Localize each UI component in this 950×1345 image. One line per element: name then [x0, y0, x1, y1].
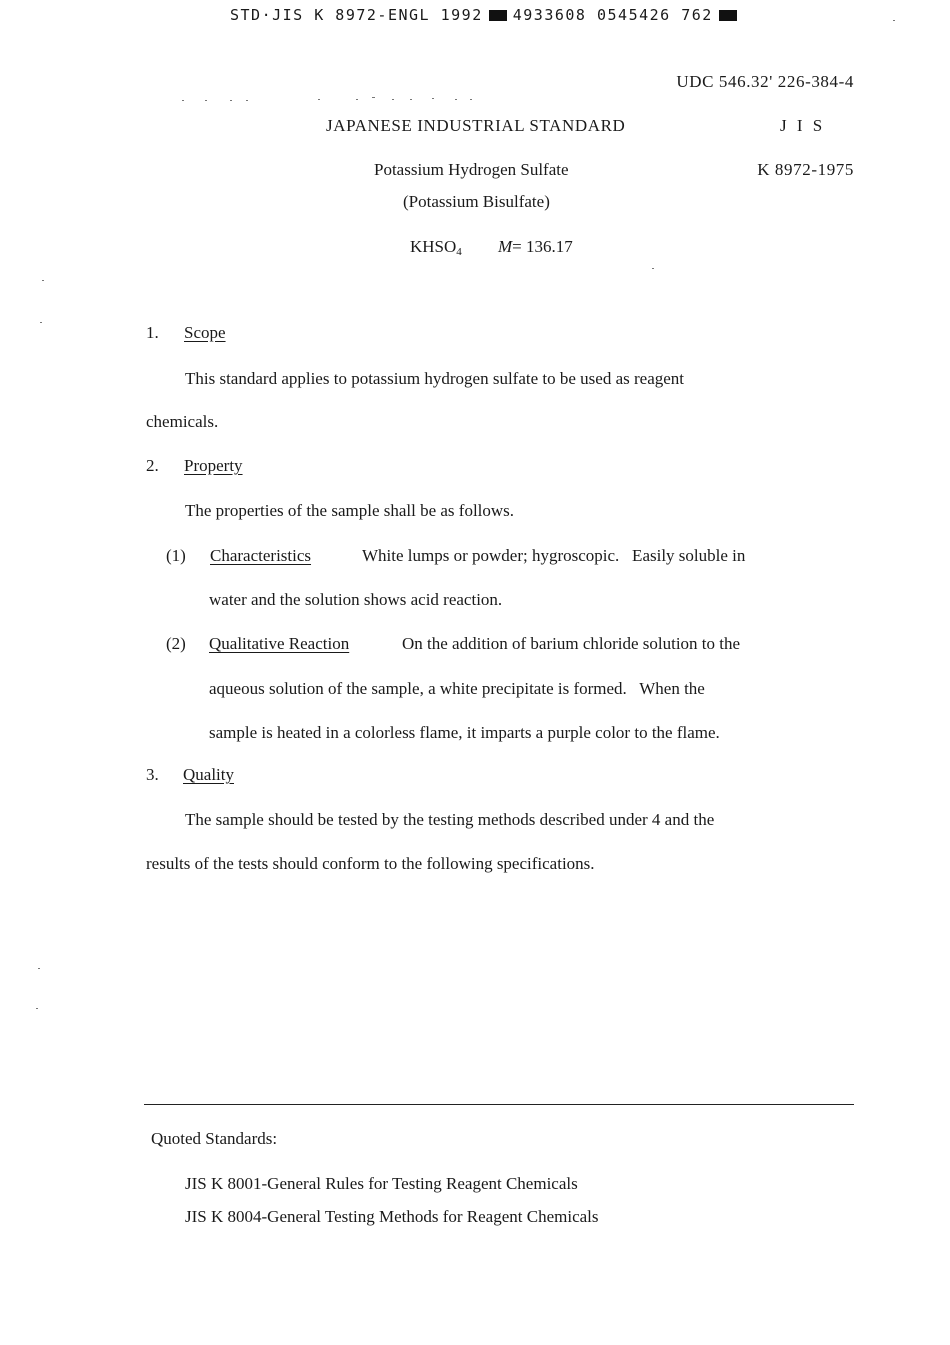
quoted-standard-ref-2: JIS K 8004-General Testing Methods for Reagent Chemicals: [185, 1207, 599, 1226]
section-quality-heading: Quality: [183, 765, 234, 784]
property-item-1-heading: Characteristics: [210, 546, 312, 565]
barcode-block-icon: [719, 10, 737, 21]
quoted-standards-label: Quoted Standards:: [151, 1129, 278, 1148]
property-item-1-line-1: White lumps or powder; hygroscopic. Easily soluble in: [362, 546, 746, 565]
document-code-left: STD·JIS K 8972-ENGL 1992: [230, 6, 483, 24]
section-scope-heading: Scope: [184, 323, 226, 342]
property-item-2-heading: Qualitative Reaction: [209, 634, 350, 653]
quoted-standard-ref-1: JIS K 8001-General Rules for Testing Reagent Chemicals: [185, 1174, 578, 1193]
standard-organization: JAPANESE INDUSTRIAL STANDARD: [326, 116, 626, 135]
scope-text-line-2: chemicals.: [146, 412, 219, 431]
barcode-block-icon: [489, 10, 507, 21]
scope-text-line-1: This standard applies to potassium hydrogen sulfate to be used as reagent: [185, 369, 685, 388]
property-item-1-number: (1): [166, 546, 186, 565]
udc-code: UDC 546.32' 226-384-4: [676, 72, 854, 91]
jis-label: J I S: [780, 116, 826, 135]
section-scope-number: 1.: [146, 323, 159, 342]
footnote-divider: [144, 1104, 854, 1105]
property-item-2-line-2: aqueous solution of the sample, a white precipitate is formed. When the: [209, 679, 705, 698]
molar-mass-label: M: [498, 237, 513, 256]
formula-main: KHSO: [410, 237, 457, 256]
chemical-formula: [410, 237, 462, 258]
quality-text-line-2: results of the tests should conform to the following specifications.: [146, 854, 595, 873]
quality-text-line-1: The sample should be tested by the testing methods described under 4 and the: [185, 810, 715, 829]
molar-mass: [498, 237, 573, 257]
document-code-line: [230, 6, 743, 24]
section-quality-number: 3.: [146, 765, 159, 784]
property-item-1-line-2: water and the solution shows acid reaction.: [209, 590, 503, 609]
property-item-2-line-3: sample is heated in a colorless flame, it imparts a purple color to the flame.: [209, 723, 720, 742]
property-item-2-number: (2): [166, 634, 186, 653]
property-item-2-line-1: On the addition of barium chloride solution to the: [402, 634, 741, 653]
formula-subscript: 4: [456, 246, 462, 258]
section-property-heading: Property: [184, 456, 243, 475]
page-title: Potassium Hydrogen Sulfate: [374, 160, 569, 179]
molar-mass-value: = 136.17: [512, 237, 573, 256]
standard-number: K 8972-1975: [757, 160, 854, 179]
property-intro: The properties of the sample shall be as follows.: [185, 501, 515, 520]
section-property-number: 2.: [146, 456, 159, 475]
page-subtitle: (Potassium Bisulfate): [403, 192, 550, 211]
document-code-mid: 4933608 0545426 762: [512, 6, 713, 24]
